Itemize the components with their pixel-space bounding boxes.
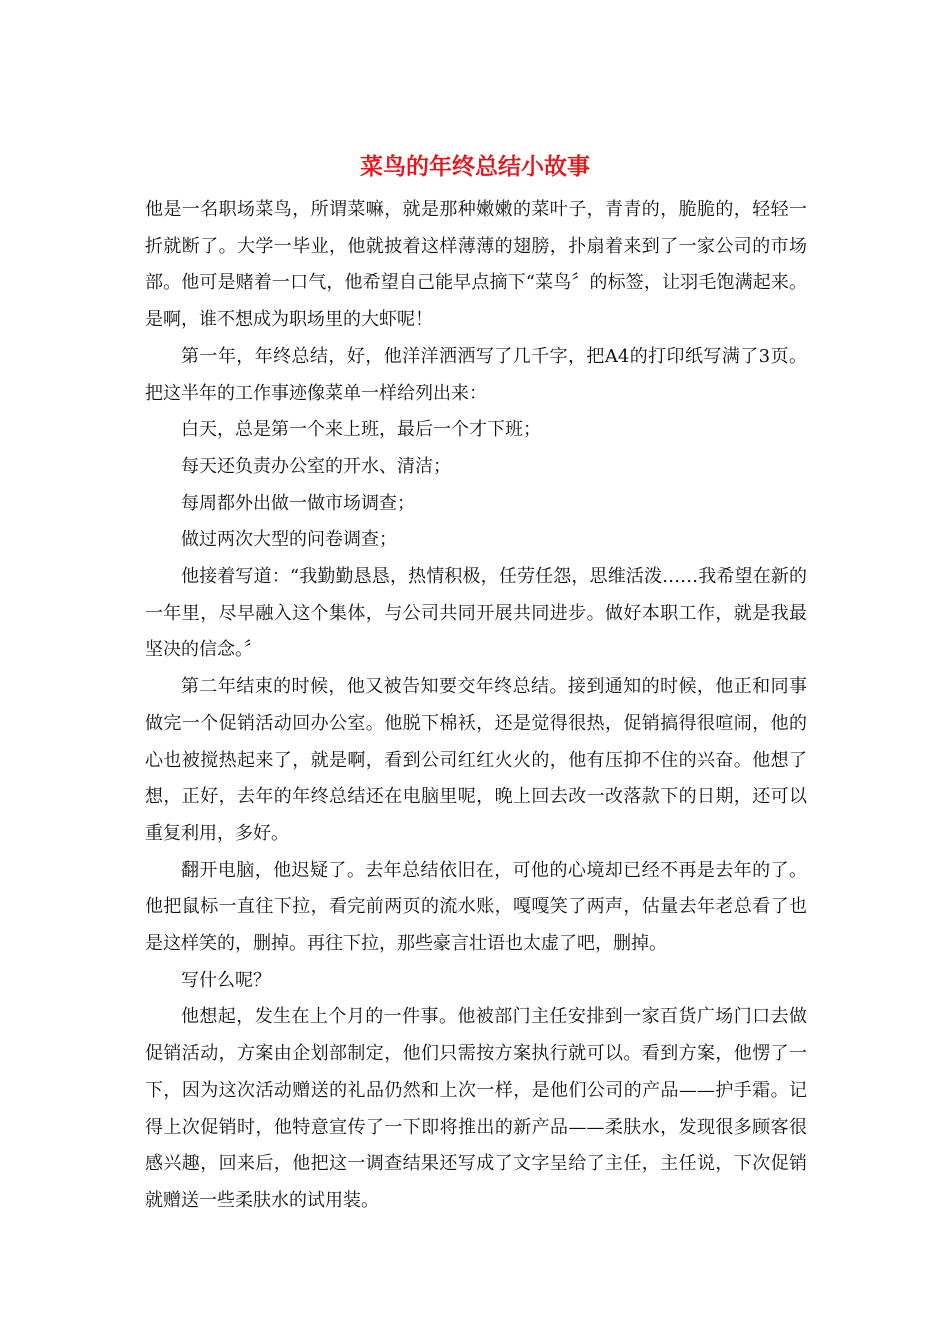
paragraph-quote: 他接着写道：“我勤勤恳恳，热情积极，任劳任怨，思维活泼……我希望在新的一年里，尽早融入这个集体，与公司共同开展共同进步。做好本职工作，就是我最坚决的信念。〞 — [145, 566, 807, 661]
list-line-1: 白天，总是第一个来上班，最后一个才下班； — [181, 419, 541, 441]
paragraph-question: 写什么呢？ — [181, 969, 271, 991]
document-title: 菜鸟的年终总结小故事 — [360, 153, 590, 180]
list-line-4: 做过两次大型的问卷调查； — [181, 529, 397, 551]
list-line-3: 每周都外出做一做市场调查； — [181, 492, 415, 514]
list-line-2: 每天还负责办公室的开水、清洁； — [181, 455, 451, 477]
document-body — [145, 192, 807, 1220]
paragraph-1: 他是一名职场菜鸟，所谓菜嘛，就是那种嫩嫩的菜叶子，青青的，脆脆的，轻轻一折就断了。大学一毕业，他就披着这样薄薄的翅膀，扑扇着来到了一家公司的市场部。他可是赌着一口气，他希望自己能早点摘下“菜鸟〞的标签，让羽毛饱满起来。是啊，谁不想成为职场里的大虾呢！ — [145, 199, 807, 331]
paragraph-2: 第一年，年终总结，好，他洋洋洒洒写了几千字，把A4的打印纸写满了3页。把这半年的工作事迹像菜单一样给列出来： — [145, 345, 807, 404]
paragraph-open-computer: 翻开电脑，他迟疑了。去年总结依旧在，可他的心境却已经不再是去年的了。他把鼠标一直往下拉，看完前两页的流水账，嘎嘎笑了两声，估量去年老总看了也是这样笑的，删掉。再往下拉，那些豪言壮语也太虚了吧，删掉。 — [145, 859, 807, 955]
paragraph-recall: 他想起，发生在上个月的一件事。他被部门主任安排到一家百货广场门口去做促销活动，方案由企划部制定，他们只需按方案执行就可以。看到方案，他愣了一下，因为这次活动赠送的礼品仍然和上次一样，是他们公司的产品——护手霜。记得上次促销时，他特意宣传了一下即将推出的新产品——柔肤水，发现很多顾客很感兴趣，回来后，他把这一调查结果还写成了文字呈给了主任，主任说，下次促销就赠送一些柔肤水的试用装。 — [145, 1006, 807, 1211]
paragraph-second-year: 第二年结束的时候，他又被告知要交年终总结。接到通知的时候，他正和同事做完一个促销活动回办公室。他脱下棉袄，还是觉得很热，促销搞得很喧闹，他的心也被搅热起来了，就是啊，看到公司红红火火的，他有压抑不住的兴奋。他想了想，正好，去年的年终总结还在电脑里呢，晚上回去改一改落款下的日期，还可以重复利用，多好。 — [145, 676, 807, 844]
